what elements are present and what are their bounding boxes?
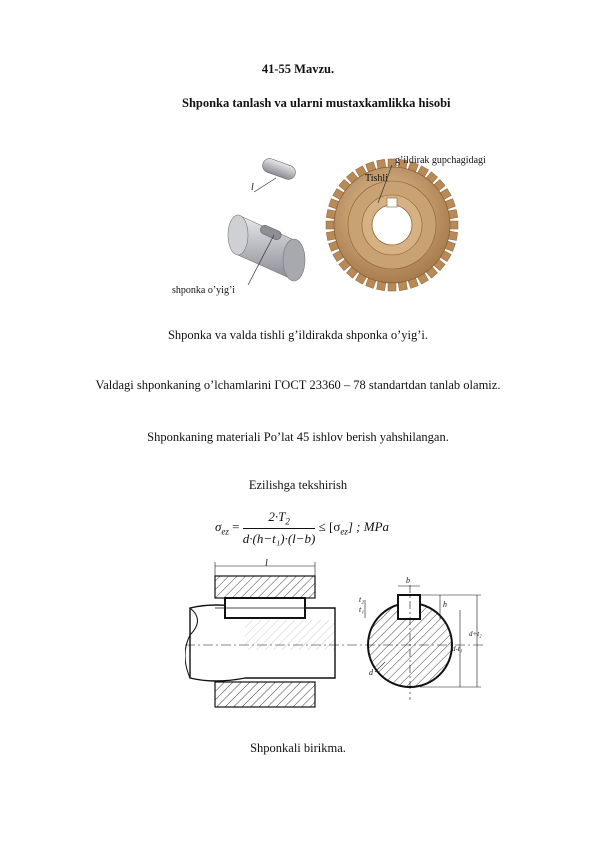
dim-t2: t₂ xyxy=(359,595,365,604)
formula-rhs-sub: ez xyxy=(340,526,348,537)
page-title: Shponka tanlash va ularni mustaxkamlikka hisobi xyxy=(182,96,451,110)
figure-key-joint-drawing xyxy=(185,560,495,725)
dim-b: b xyxy=(406,576,410,585)
crushing-formula: $\sigma_{ez}$ = $\frac{2\cdot T_2}{\text{d·(h−t₁)·(l−b)}}$ ≤ $[\sigma_{ez}]$ ; MPa xyxy=(215,509,390,546)
key-part xyxy=(254,157,297,192)
formula-lhs-sub: ez xyxy=(221,526,229,537)
formula-rhs-tail: ] ; MPa xyxy=(347,518,390,534)
label-shaft-slot: shponka o’yig’i xyxy=(172,285,236,296)
figure1-caption: Shponka va valda tishli g’ildirakda shponka o’yig’i. xyxy=(167,328,429,342)
figure2-caption: Shponkali birikma. xyxy=(250,741,346,755)
label-key-length: l xyxy=(251,182,254,193)
key-joint-drawing xyxy=(185,560,495,725)
dim-h: h xyxy=(443,600,447,609)
dim-d-plus-t2: d+t₂ xyxy=(469,630,482,638)
dim-t1: t₁ xyxy=(359,605,365,614)
label-toothed: Tishli xyxy=(365,173,388,184)
standard-paragraph: Valdagi shponkaning o’lchamlarini ГОСТ 23360 – 78 standartdan tanlab olamiz. xyxy=(95,378,501,392)
label-gear-hub: g’ildirak gupchagidagi xyxy=(395,155,486,166)
formula-rhs: ≤ [σ xyxy=(318,518,341,534)
gear-part xyxy=(326,159,458,291)
dim-d: d xyxy=(369,668,373,677)
dim-l: l xyxy=(265,558,268,569)
topic-heading: 41-55 Mavzu. xyxy=(261,62,335,76)
formula-denominator: d·(h−t₁)·(l−b) xyxy=(242,530,316,546)
formula-numerator-sub: 2 xyxy=(285,516,290,527)
formula-fraction xyxy=(243,509,316,547)
formula-numerator: 2·T xyxy=(268,509,286,524)
material-paragraph: Shponkaning materiali Po’lat 45 ishlov berish yahshilangan. xyxy=(147,430,449,444)
shaft-part xyxy=(228,215,305,285)
check-heading: Ezilishga tekshirish xyxy=(248,478,348,492)
dim-d-minus-t1: d-t₁ xyxy=(452,645,463,653)
formula-lhs: σ xyxy=(215,518,222,534)
